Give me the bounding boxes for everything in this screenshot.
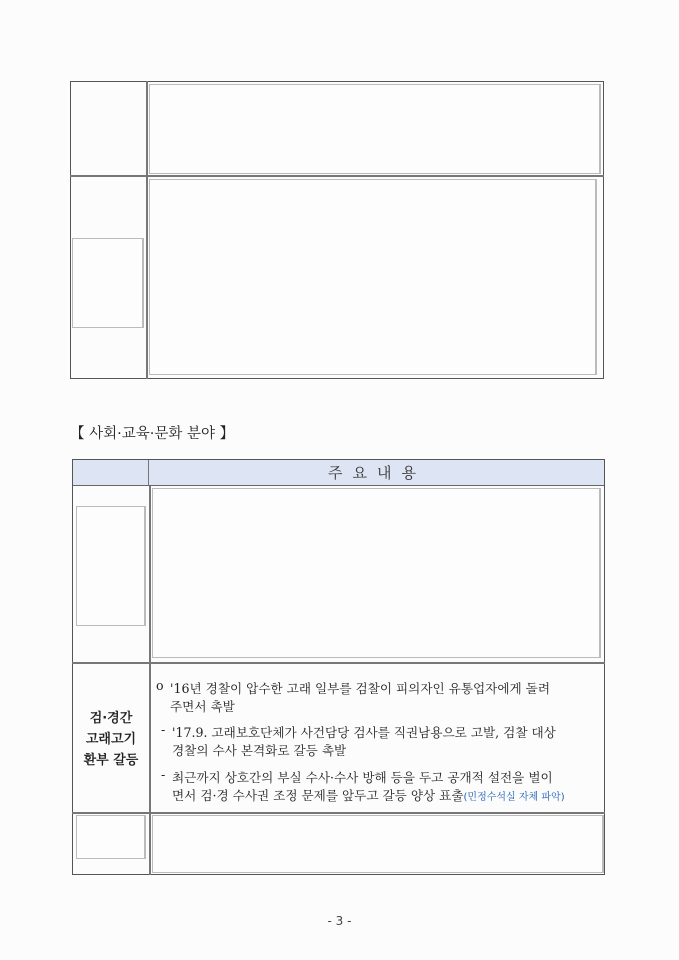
bullet-marker: o bbox=[156, 678, 164, 693]
topic-line: 검·경간 bbox=[89, 711, 133, 726]
redacted-block bbox=[149, 179, 597, 375]
bullet-line: 주면서 촉발 bbox=[170, 699, 235, 714]
sub-bullet-line: 최근까지 상호간의 부실 수사·수사 방해 등을 두고 공개적 설전을 벌이 bbox=[172, 770, 553, 785]
sub-bullet-line: '17.9. 고래보호단체가 사건담당 검사를 직권남용으로 고발, 검찰 대상 bbox=[172, 725, 556, 740]
topic-line: 환부 갈등 bbox=[83, 753, 139, 768]
topic-cell bbox=[73, 708, 149, 771]
content-cell bbox=[152, 664, 604, 811]
sub-bullet-marker: - bbox=[161, 767, 166, 782]
redacted-block bbox=[76, 506, 146, 626]
table-header-left-cell bbox=[73, 460, 149, 485]
table-header-row bbox=[73, 460, 604, 486]
redacted-block bbox=[72, 238, 144, 328]
sub-bullet-line: 면서 검·경 수사권 조정 문제를 앞두고 갈등 양상 표출 bbox=[172, 788, 464, 803]
sub-bullet-line-with-note bbox=[172, 785, 565, 804]
redacted-block bbox=[76, 815, 146, 859]
bullet-line: '16년 경찰이 압수한 고래 일부를 검찰이 피의자인 유통업자에게 돌려 bbox=[170, 681, 550, 696]
content-table-row-separator bbox=[72, 812, 605, 814]
redacted-block bbox=[152, 488, 601, 658]
content-table-divider bbox=[149, 486, 151, 875]
sub-bullet-marker: - bbox=[161, 722, 166, 737]
topic-line: 고래고기 bbox=[85, 732, 137, 747]
source-note: (민정수석실 자체 파악) bbox=[463, 792, 565, 803]
redacted-block bbox=[149, 84, 601, 174]
page-number: - 3 - bbox=[327, 914, 352, 928]
top-table-row-separator bbox=[70, 175, 604, 177]
section-title: 【 사회·교육·문화 분야 】 bbox=[70, 426, 235, 442]
sub-bullet-line: 경찰의 수사 본격화로 갈등 촉발 bbox=[172, 743, 347, 758]
top-table-divider bbox=[146, 81, 148, 379]
redacted-block bbox=[152, 815, 604, 873]
table-header-title: 주요내용 bbox=[328, 464, 426, 482]
